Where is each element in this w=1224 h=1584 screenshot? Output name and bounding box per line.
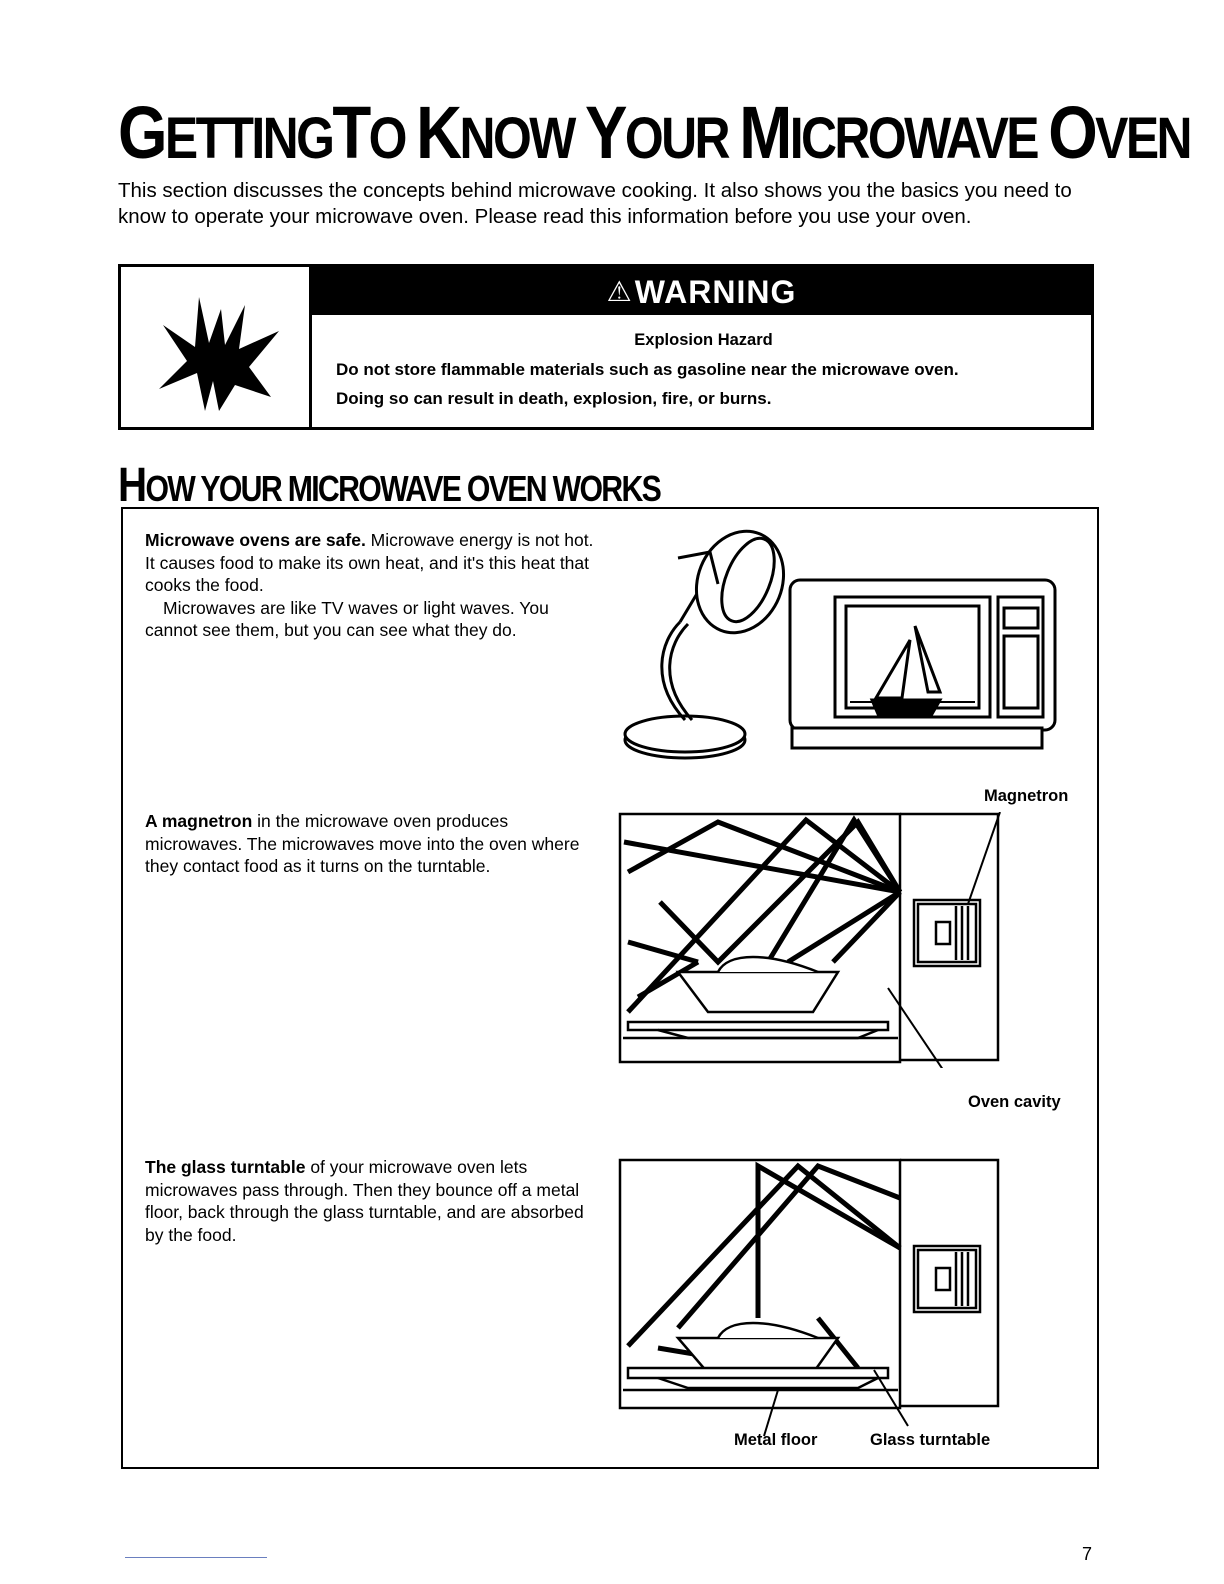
- turntable-diagram: [618, 1158, 1008, 1440]
- paragraph-turntable: The glass turntable of your microwave oven lets microwaves pass through. Then they bounce off a metal floor, back through the glass turntable, and are absorbed by the food.: [145, 1157, 584, 1245]
- warning-icon-cell: [121, 267, 312, 427]
- magnetron-pointer: [968, 812, 1000, 904]
- warning-line-2: Doing so can result in death, explosion, fire, or burns.: [336, 389, 772, 408]
- warning-line-1: Do not store flammable materials such as gasoline near the microwave oven.: [336, 360, 959, 379]
- warning-triangle-icon: ⚠: [606, 276, 633, 307]
- footer-rule: [125, 1557, 267, 1558]
- oven-cavity-label: Oven cavity: [968, 1093, 1061, 1111]
- page-number: 7: [1082, 1544, 1093, 1564]
- page-title: GETTINGTO KNOW YOUR MICROWAVE OVEN: [118, 91, 1190, 174]
- warning-box: [118, 264, 1094, 430]
- metal-floor-label: Metal floor: [734, 1431, 818, 1449]
- warning-header: [312, 267, 1091, 315]
- warning-body: [336, 329, 1071, 417]
- warning-header-label: WARNING: [634, 274, 797, 310]
- hazard-title: Explosion Hazard: [634, 331, 773, 349]
- lamp-and-oven-illustration: [610, 522, 1070, 772]
- magnetron-diagram: [618, 812, 1008, 1068]
- magnetron-label: Magnetron: [984, 787, 1069, 805]
- intro-paragraph: This section discusses the concepts behind microwave cooking. It also shows you the basics you need to know to operate your microwave oven. Please read this information before you use your oven.: [118, 179, 1072, 228]
- lamp-icon: [625, 522, 798, 758]
- paragraph-safe: Microwave ovens are safe. Microwave energy is not hot. It causes food to make its own heat, and it's this heat that cooks the food. Microwaves are like TV waves or light waves. You cannot see them, but you can see what they do.: [145, 530, 594, 640]
- explosion-icon: [149, 285, 289, 417]
- paragraph-magnetron: A magnetron in the microwave oven produces microwaves. The microwaves move into the oven where they contact food as it turns on the turntable.: [145, 811, 580, 876]
- microwave-oven-icon: [790, 580, 1055, 748]
- glass-turntable-label: Glass turntable: [870, 1431, 991, 1449]
- section-heading: HOW YOUR MICROWAVE OVEN WORKS: [118, 459, 661, 512]
